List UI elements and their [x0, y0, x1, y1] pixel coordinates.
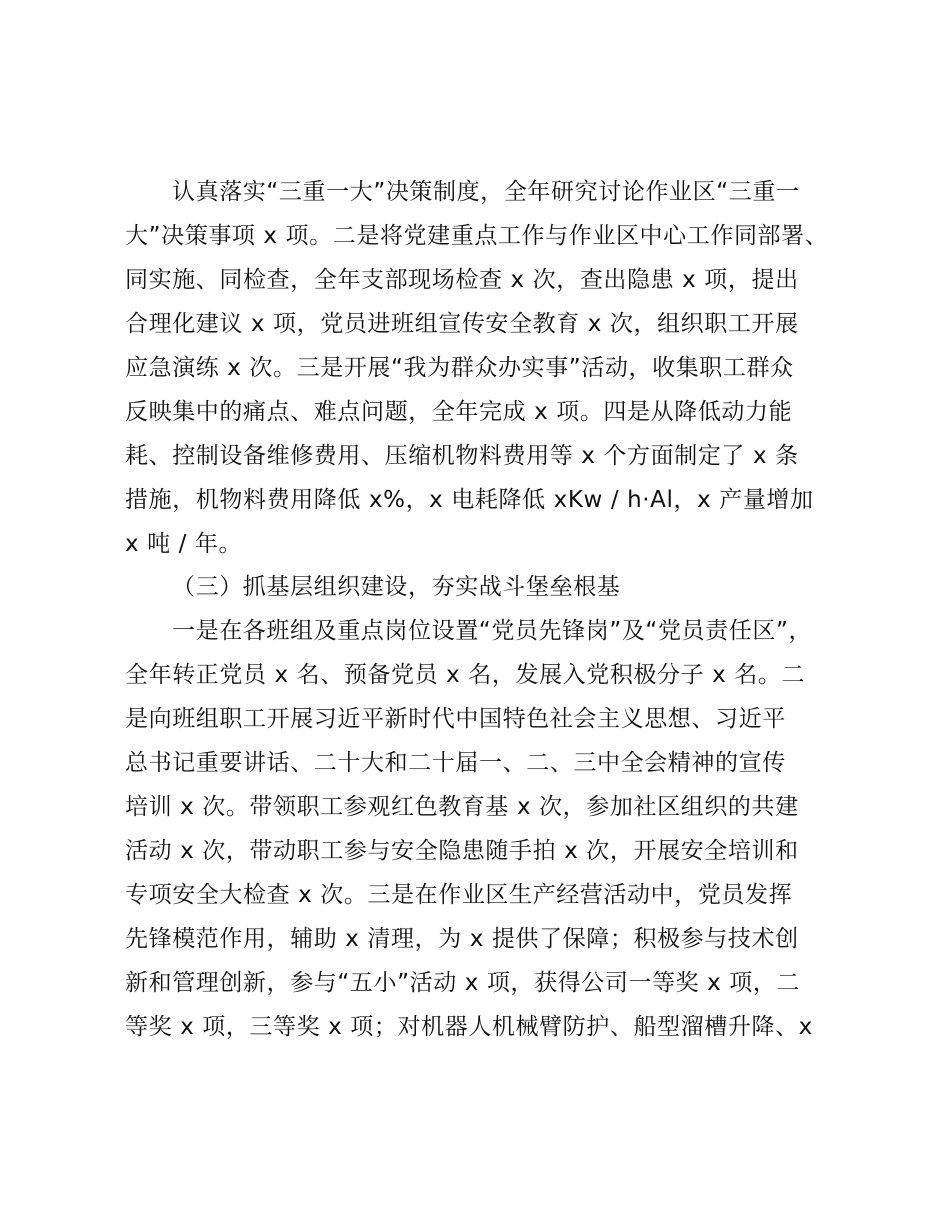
paragraph-line: 等奖 x 项，三等奖 x 项；对机器人机械臂防护、船型溜槽升降、x: [125, 1014, 813, 1040]
paragraph-line: 应急演练 x 次。三是开展“我为群众办实事”活动，收集职工群众: [125, 355, 794, 381]
paragraph-line: 大”决策事项 x 项。二是将党建重点工作与作业区中心工作同部署、: [125, 223, 829, 249]
paragraph-line: 新和管理创新，参与“五小”活动 x 项，获得公司一等奖 x 项，二: [125, 970, 801, 996]
paragraph-line: 认真落实“三重一大”决策制度，全年研究讨论作业区“三重一: [172, 179, 800, 205]
paragraph-line: 同实施、同检查，全年支部现场检查 x 次，查出隐患 x 项，提出: [125, 267, 799, 293]
paragraph-line: 耗、控制设备维修费用、压缩机物料费用等 x 个方面制定了 x 条: [125, 443, 799, 469]
paragraph-line: 培训 x 次。带领职工参观红色教育基 x 次，参加社区组织的共建: [125, 794, 799, 820]
paragraph-line: 总书记重要讲话、二十大和二十届一、二、三中全会精神的宣传: [125, 750, 786, 776]
paragraph-line: x 吨 / 年。: [125, 531, 243, 557]
paragraph-line: 反映集中的痛点、难点问题，全年完成 x 项。四是从降低动力能: [125, 399, 793, 425]
paragraph-line: 活动 x 次，带动职工参与安全隐患随手拍 x 次，开展安全培训和: [125, 838, 799, 864]
paragraph-line: 措施，机物料费用降低 x%，x 电耗降低 xKw / h·Al，x 产量增加: [125, 487, 814, 513]
paragraph-line: 专项安全大检查 x 次。三是在作业区生产经营活动中，党员发挥: [125, 882, 793, 908]
paragraph-line: 是向班组职工开展习近平新时代中国特色社会主义思想、习近平: [125, 706, 786, 732]
paragraph-line: 全年转正党员 x 名、预备党员 x 名，发展入党积极分子 x 名。二: [125, 662, 806, 688]
section-heading: （三）抓基层组织建设，夯实战斗堡垒根基: [172, 574, 621, 600]
paragraph-line: 先锋模范作用，辅助 x 清理，为 x 提供了保障；积极参与技术创: [125, 926, 799, 952]
paragraph-line: 一是在各班组及重点岗位设置“党员先锋岗”及“党员责任区”，: [172, 618, 813, 644]
paragraph-line: 合理化建议 x 项，党员进班组宣传安全教育 x 次，组织职工开展: [125, 311, 799, 337]
